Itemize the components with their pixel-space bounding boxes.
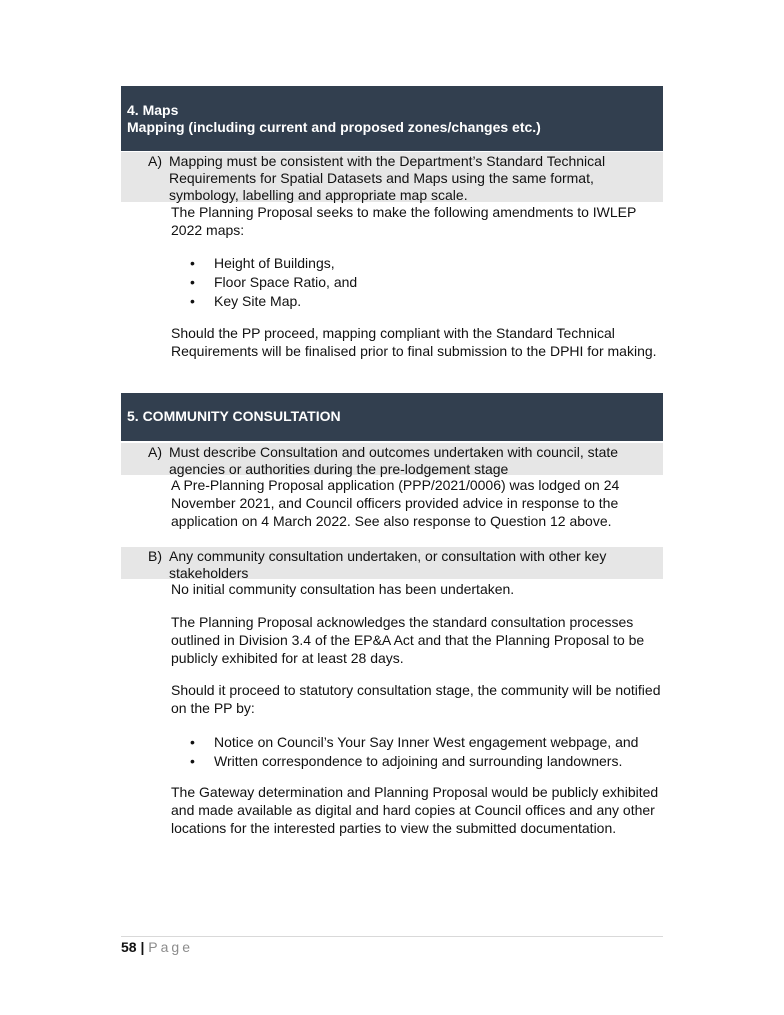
maps-amendments-list	[171, 254, 357, 311]
question-letter: A)	[148, 444, 162, 460]
list-item: • Floor Space Ratio, and	[190, 274, 358, 290]
notification-methods-list	[171, 733, 638, 771]
list-item: • Written correspondence to adjoining and surrounding landowners.	[190, 753, 623, 769]
section-4-title: 4. Maps	[127, 102, 179, 118]
section-5-question-a	[121, 443, 663, 475]
bullet-icon: •	[190, 293, 195, 309]
section-4-question-a	[121, 152, 663, 202]
page-number: 58	[121, 939, 137, 955]
maps-answer-closing: Should the PP proceed, mapping compliant with the Standard Technical Requirements will be finalised prior to final submission to the DPHI for making.	[171, 325, 657, 359]
footer-divider	[121, 936, 663, 937]
footer-separator: |	[140, 939, 145, 955]
list-item: • Notice on Council’s Your Say Inner West engagement webpage, and	[190, 734, 639, 750]
list-item: • Height of Buildings,	[190, 255, 335, 271]
section-4-subtitle: Mapping (including current and proposed zones/changes etc.)	[127, 119, 541, 135]
bullet-icon: •	[190, 255, 195, 271]
list-item: • Key Site Map.	[190, 293, 302, 309]
section-5-question-b	[121, 547, 663, 579]
consultation-answer-b4: The Gateway determination and Planning Proposal would be publicly exhibited and made available as digital and hard copies at Council offices and any other locations for the interested parties to view the submitted documentation.	[171, 784, 659, 836]
bullet-icon: •	[190, 753, 195, 769]
consultation-answer-b2: The Planning Proposal acknowledges the standard consultation processes outlined in Division 3.4 of the EP&A Act and that the Planning Proposal to be publicly exhibited for at least 28 days.	[171, 614, 645, 666]
section-5-title: 5. COMMUNITY CONSULTATION	[127, 408, 341, 424]
question-letter: B)	[148, 548, 162, 564]
page-footer	[121, 939, 193, 956]
question-text: Any community consultation undertaken, or consultation with other key stakeholders	[169, 548, 607, 581]
consultation-answer-b3: Should it proceed to statutory consultation stage, the community will be notified on the PP by:	[171, 682, 661, 716]
maps-answer-intro: The Planning Proposal seeks to make the following amendments to IWLEP 2022 maps:	[171, 204, 637, 238]
question-letter: A)	[148, 153, 162, 169]
bullet-icon: •	[190, 274, 195, 290]
page-label: Page	[148, 939, 193, 955]
consultation-answer-a: A Pre-Planning Proposal application (PPP/2021/0006) was lodged on 24 November 2021, and Council officers provided advice in response to the application on 4 March 2022. See also response to Question 12 above.	[171, 477, 620, 529]
question-text: Mapping must be consistent with the Department’s Standard Technical Requirements for Spatial Datasets and Maps using the same format, symbology, labelling and appropriate map scale.	[169, 153, 606, 203]
section-5-header	[121, 393, 663, 441]
section-4-header	[121, 86, 663, 151]
consultation-answer-b1: No initial community consultation has been undertaken.	[171, 581, 515, 597]
question-text: Must describe Consultation and outcomes undertaken with council, state agencies or authorities during the pre-lodgement stage	[169, 444, 619, 477]
bullet-icon: •	[190, 734, 195, 750]
